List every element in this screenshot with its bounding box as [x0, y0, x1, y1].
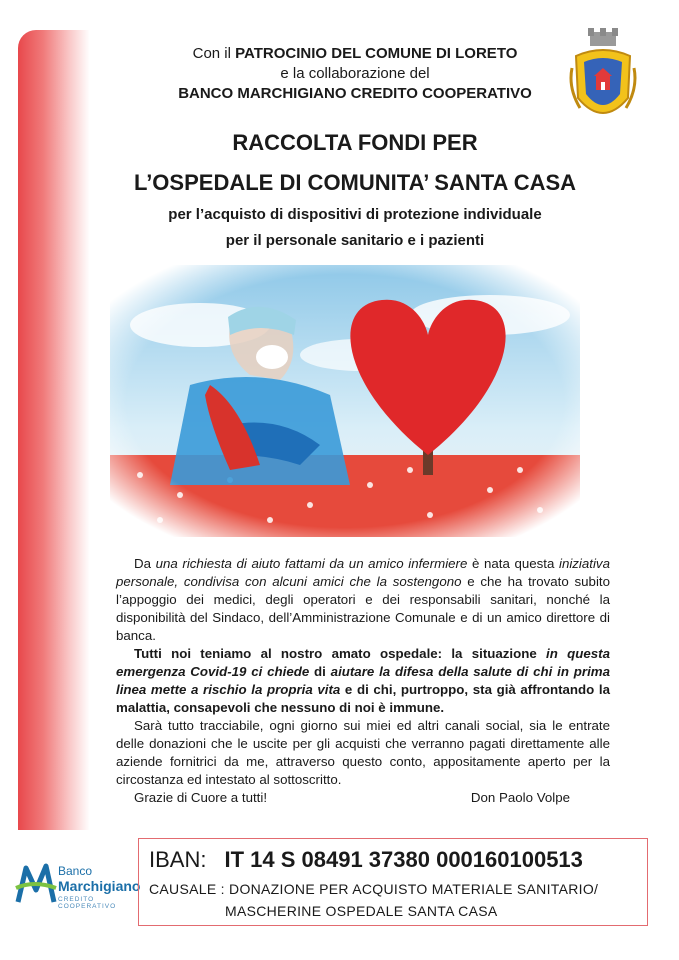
iban-value[interactable]: IT 14 S 08491 37380 000160100513: [224, 847, 583, 872]
loreto-crest-icon: [568, 28, 638, 132]
closing-line: [116, 789, 610, 807]
nurse-heart-tree-illustration: [110, 265, 580, 537]
iban-label: IBAN:: [149, 847, 207, 872]
subtitle-line2: per il personale sanitario e i pazienti: [225, 232, 485, 249]
p2-italic-b: in questa emergenza Covid-19 ci chiede: [116, 646, 610, 679]
title-line2: L’OSPEDALE DI COMUNITA’ SANTA CASA: [133, 170, 577, 195]
header-line2: e la collaborazione del: [280, 65, 430, 82]
causale-line2: MASCHERINE OSPEDALE SANTA CASA: [225, 903, 498, 919]
title-line1: RACCOLTA FONDI PER: [232, 130, 478, 155]
p1-text-c: è nata questa: [467, 556, 559, 571]
p1-italic-b: una richiesta di aiuto fattami da un amico infermiere: [155, 556, 468, 571]
header-line1-prefix: Con il: [192, 45, 236, 62]
header-bank-name: BANCO MARCHIGIANO CREDITO COOPERATIVO: [178, 85, 532, 102]
bank-logo-line1: Banco: [58, 864, 93, 878]
header-patronage: PATROCINIO DEL COMUNE DI LORETO: [235, 45, 518, 62]
p2-text-c: di: [309, 664, 331, 679]
thanks-text: Grazie di Cuore a tutti!: [134, 790, 268, 805]
p2-text-e: e di chi, purtroppo, sta già affrontando la malattia, consapevoli che nessuno di noi è immune.: [116, 682, 610, 715]
iban-box: [138, 838, 648, 926]
bank-logo: [14, 858, 141, 910]
p2-text-a: Tutti noi teniamo al nostro amato ospedale: la situazione: [134, 646, 547, 661]
iban-row: [149, 847, 583, 873]
p1-text-a: Da: [134, 556, 156, 571]
signature: Don Paolo Volpe: [470, 790, 570, 805]
subtitle-line1: per l’acquisto di dispositivi di protezione individuale: [168, 206, 542, 223]
p2-italic-d: aiutare la difesa della salute di chi in prima linea mette a rischio la propria vita: [116, 664, 610, 697]
p1-text-e: e che ha trovato subito l’appoggio dei medici, degli operatori e dei responsabili sanitari, nonché la disponibilità del Sindaco, dell’Amministrazione Comunale e di un amico direttore di banca.: [116, 574, 610, 643]
bank-logo-line2: Marchigiano: [58, 878, 141, 894]
paragraph-transparency: Sarà tutto tracciabile, ogni giorno sui miei ed altri canali social, sia le entrate delle donazioni che le uscite per gli acquisti che verranno pagati direttamente alle aziende fornitrici da me, attraverso questo conto, appositamente aperto per la circostanza ed intestato al sottoscritto.: [116, 718, 610, 787]
p1-italic-d: iniziativa personale, condivisa con alcuni amici che la sostengono: [116, 556, 610, 589]
header: [150, 44, 560, 104]
paragraph-origin: [116, 555, 610, 645]
letter-body: [116, 555, 610, 807]
bank-logo-line3: CREDITO COOPERATIVO: [58, 896, 117, 910]
decorative-side-band: [18, 30, 90, 830]
bank-m-logo-icon: [14, 858, 58, 908]
causale-line1: CAUSALE : DONAZIONE PER ACQUISTO MATERIALE SANITARIO/: [149, 881, 599, 897]
paragraph-appeal: [116, 645, 610, 717]
